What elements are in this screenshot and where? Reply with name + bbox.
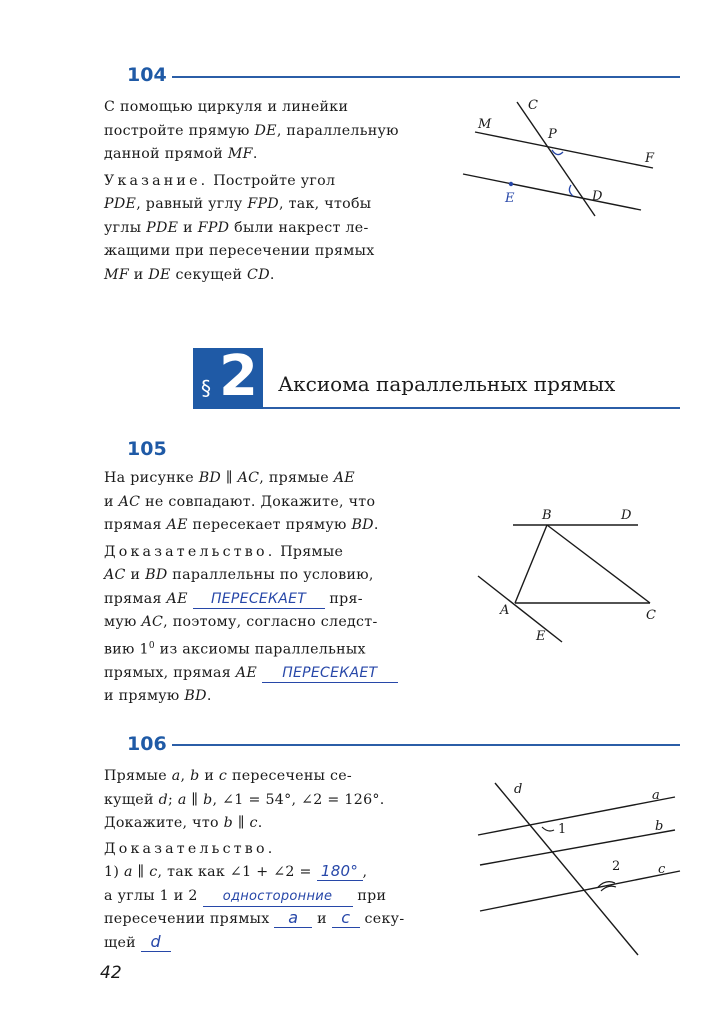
- line-b: [480, 830, 675, 865]
- label-c: c: [658, 862, 666, 877]
- p106-step-1: 1) a ∥ c, так как ∠1 + ∠2 = 180° ,: [104, 862, 368, 880]
- label-c: C: [646, 608, 656, 623]
- p106-step-3: пересечении прямых a и c секу-: [104, 908, 405, 927]
- answer-1: ПЕРЕСЕКАЕТ: [193, 590, 325, 609]
- section-sign: §: [201, 376, 211, 400]
- section-rule: [263, 407, 680, 409]
- label-b: b: [655, 819, 664, 834]
- label-angle-2: 2: [612, 859, 621, 874]
- answer-line-c: c: [332, 909, 360, 928]
- label-p: P: [548, 127, 557, 142]
- p106-line-3: Докажите, что b ∥ c.: [104, 815, 263, 831]
- answer-line-a: a: [274, 909, 312, 928]
- p106-step-4: щей d: [104, 932, 420, 956]
- label-d: D: [592, 189, 603, 204]
- problem-104-number: 104: [127, 64, 167, 86]
- label-d: D: [621, 508, 632, 523]
- problem-105-text: [104, 467, 420, 709]
- p105-proof-1: Доказательство. Прямые: [104, 543, 344, 560]
- figure-105: [470, 500, 670, 650]
- segment-ab: [515, 525, 547, 603]
- problem-104-rule: [172, 76, 680, 78]
- p104-line-1: С помощью циркуля и линейки: [104, 99, 349, 115]
- page-number: 42: [100, 963, 122, 983]
- p105-proof-4: мую AC, поэтому, согласно следст-: [104, 614, 378, 630]
- p105-proof-3: прямая AE ПЕРЕСЕКАЕТ пря-: [104, 590, 363, 607]
- label-e: E: [505, 191, 515, 206]
- figure-106: [470, 775, 695, 960]
- p105-proof-5: вию $1^0$ из аксиомы параллельных: [104, 640, 366, 658]
- p104-hint-4: жащими при пересечении прямых: [104, 243, 375, 259]
- figure-104: [455, 90, 670, 225]
- problem-106-number: 106: [127, 733, 167, 755]
- p104-hint-2: PDE, равный углу FPD, так, чтобы: [104, 196, 372, 212]
- answer-sum: 180°: [317, 862, 363, 881]
- answer-angle-type: односторонние: [203, 888, 353, 907]
- p104-line-3: данной прямой MF.: [104, 146, 258, 162]
- label-b: B: [542, 508, 552, 523]
- angle-pde-arc: [569, 185, 573, 196]
- p106-line-1: Прямые a, b и c пересечены се-: [104, 768, 353, 784]
- p105-proof-2: AC и BD параллельны по условию,: [104, 567, 374, 583]
- label-e: E: [536, 629, 546, 644]
- p104-hint-1: Указание. Постройте угол: [104, 172, 336, 189]
- p104-line-2: постройте прямую DE, параллельную: [104, 122, 399, 139]
- line-c: [480, 871, 680, 911]
- line-mf: [475, 132, 653, 168]
- problem-106-rule: [172, 744, 680, 746]
- label-a: a: [652, 788, 660, 803]
- p105-proof-6: прямых, прямая AE ПЕРЕСЕКАЕТ: [104, 662, 420, 686]
- label-a: A: [500, 603, 510, 618]
- label-f: F: [645, 151, 655, 166]
- answer-2: ПЕРЕСЕКАЕТ: [262, 664, 398, 683]
- p106-line-2: кущей d; a ∥ b, ∠1 = 54°, ∠2 = 126°.: [104, 791, 385, 808]
- label-angle-1: 1: [558, 822, 567, 837]
- point-e: [509, 182, 513, 186]
- problem-105-number: 105: [127, 438, 167, 460]
- label-m: M: [478, 117, 492, 132]
- answer-line-d: d: [141, 933, 171, 952]
- angle-fpd-arc: [552, 150, 563, 155]
- p106-proof-word: Доказательство.: [104, 840, 276, 857]
- problem-106-text: [104, 765, 420, 955]
- line-de: [463, 174, 641, 210]
- segment-bc: [547, 525, 650, 603]
- line-cd: [517, 102, 595, 216]
- p104-hint-5: MF и DE секущей CD.: [104, 266, 275, 283]
- p105-proof-7: и прямую BD.: [104, 688, 212, 705]
- section-number: 2: [219, 344, 258, 409]
- label-c: C: [528, 98, 538, 113]
- p106-step-2: а углы 1 и 2 односторонние при: [104, 885, 420, 909]
- p104-hint-3: углы PDE и FPD были накрест ле-: [104, 219, 369, 236]
- angle-1-arc: [542, 827, 554, 831]
- line-a: [478, 797, 675, 835]
- p105-line-2: и AC не совпадают. Докажите, что: [104, 493, 376, 510]
- p105-line-3: прямая AE пересекает прямую BD.: [104, 517, 379, 533]
- line-ae: [478, 576, 562, 642]
- section-badge: [193, 344, 263, 409]
- section-title: Аксиома параллельных прямых: [278, 372, 616, 396]
- problem-104-text: [104, 96, 420, 287]
- label-d: d: [514, 782, 523, 797]
- p105-line-1: На рисунке BD ∥ AC, прямые AE: [104, 470, 355, 486]
